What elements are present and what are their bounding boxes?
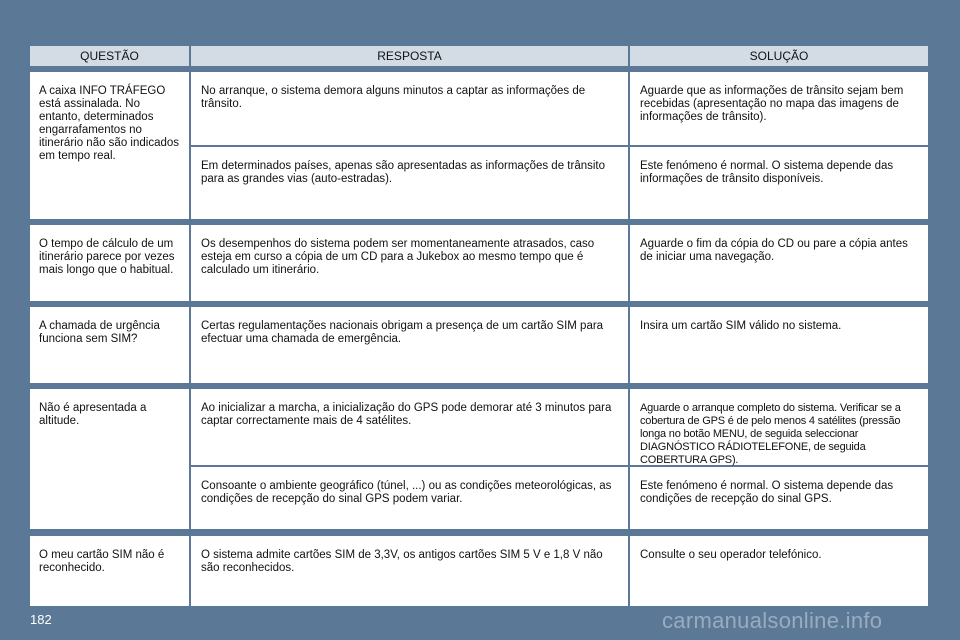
solution-cell: Aguarde o fim da cópia do CD ou pare a cópia antes de iniciar uma navegação. bbox=[630, 225, 928, 301]
table-group-emergency-call bbox=[30, 307, 928, 383]
solution-cell: Este fenómeno é normal. O sistema depende das condições de recepção do sinal GPS. bbox=[630, 467, 928, 529]
answer-cell: O sistema admite cartões SIM de 3,3V, os antigos cartões SIM 5 V e 1,8 V não são reconhecidos. bbox=[191, 536, 628, 606]
page-number: 182 bbox=[30, 612, 52, 627]
table-row bbox=[191, 467, 928, 529]
answer-cell: Certas regulamentações nacionais obrigam a presença de um cartão SIM para efectuar uma chamada de emergência. bbox=[191, 307, 628, 383]
header-solution: SOLUÇÃO bbox=[630, 46, 928, 66]
question-cell: A chamada de urgência funciona sem SIM? bbox=[30, 307, 189, 383]
table-row bbox=[191, 389, 928, 465]
table-group-route-calculation bbox=[30, 225, 928, 301]
table-row bbox=[191, 225, 928, 301]
table-row bbox=[191, 536, 928, 606]
answer-cell: Consoante o ambiente geográfico (túnel, ...) ou as condições meteorológicas, as condições de recepção do sinal GPS podem variar. bbox=[191, 467, 628, 529]
answer-cell: Em determinados países, apenas são apresentadas as informações de trânsito para as grandes vias (auto-estradas). bbox=[191, 147, 628, 219]
table-group-traffic-info bbox=[30, 72, 928, 219]
table-row bbox=[191, 147, 928, 219]
solution-cell: Consulte o seu operador telefónico. bbox=[630, 536, 928, 606]
answer-cell: Os desempenhos do sistema podem ser momentaneamente atrasados, caso esteja em curso a cópia de um CD para a Jukebox ao mesmo tempo que é calculado um itinerário. bbox=[191, 225, 628, 301]
watermark: carmanualsonline.info bbox=[662, 608, 883, 633]
header-answer: RESPOSTA bbox=[191, 46, 628, 66]
question-cell: Não é apresentada a altitude. bbox=[30, 389, 189, 529]
table-group-altitude bbox=[30, 389, 928, 529]
solution-cell: Aguarde que as informações de trânsito sejam bem recebidas (apresentação no mapa das imagens de informações de trânsito). bbox=[630, 72, 928, 145]
table-group-sim-card bbox=[30, 536, 928, 606]
table-row bbox=[191, 307, 928, 383]
table-header bbox=[30, 46, 928, 66]
question-cell: O meu cartão SIM não é reconhecido. bbox=[30, 536, 189, 606]
answer-cell: No arranque, o sistema demora alguns minutos a captar as informações de trânsito. bbox=[191, 72, 628, 145]
solution-cell: Aguarde o arranque completo do sistema. Verificar se a cobertura de GPS é de pelo menos 4 satélites (pressão longa no botão MENU, de seguida seleccionar DIAGNÓSTICO RÁDIOTELEFONE, de seguida COBERTURA GPS). bbox=[630, 389, 928, 465]
table-row bbox=[191, 72, 928, 145]
solution-cell: Este fenómeno é normal. O sistema depende das informações de trânsito disponíveis. bbox=[630, 147, 928, 219]
solution-cell: Insira um cartão SIM válido no sistema. bbox=[630, 307, 928, 383]
question-cell: O tempo de cálculo de um itinerário parece por vezes mais longo que o habitual. bbox=[30, 225, 189, 301]
header-question: QUESTÃO bbox=[30, 46, 189, 66]
question-cell: A caixa INFO TRÁFEGO está assinalada. No entanto, determinados engarrafamentos no itinerário não são indicados em tempo real. bbox=[30, 72, 189, 219]
answer-cell: Ao inicializar a marcha, a inicialização do GPS pode demorar até 3 minutos para captar correctamente mais de 4 satélites. bbox=[191, 389, 628, 465]
